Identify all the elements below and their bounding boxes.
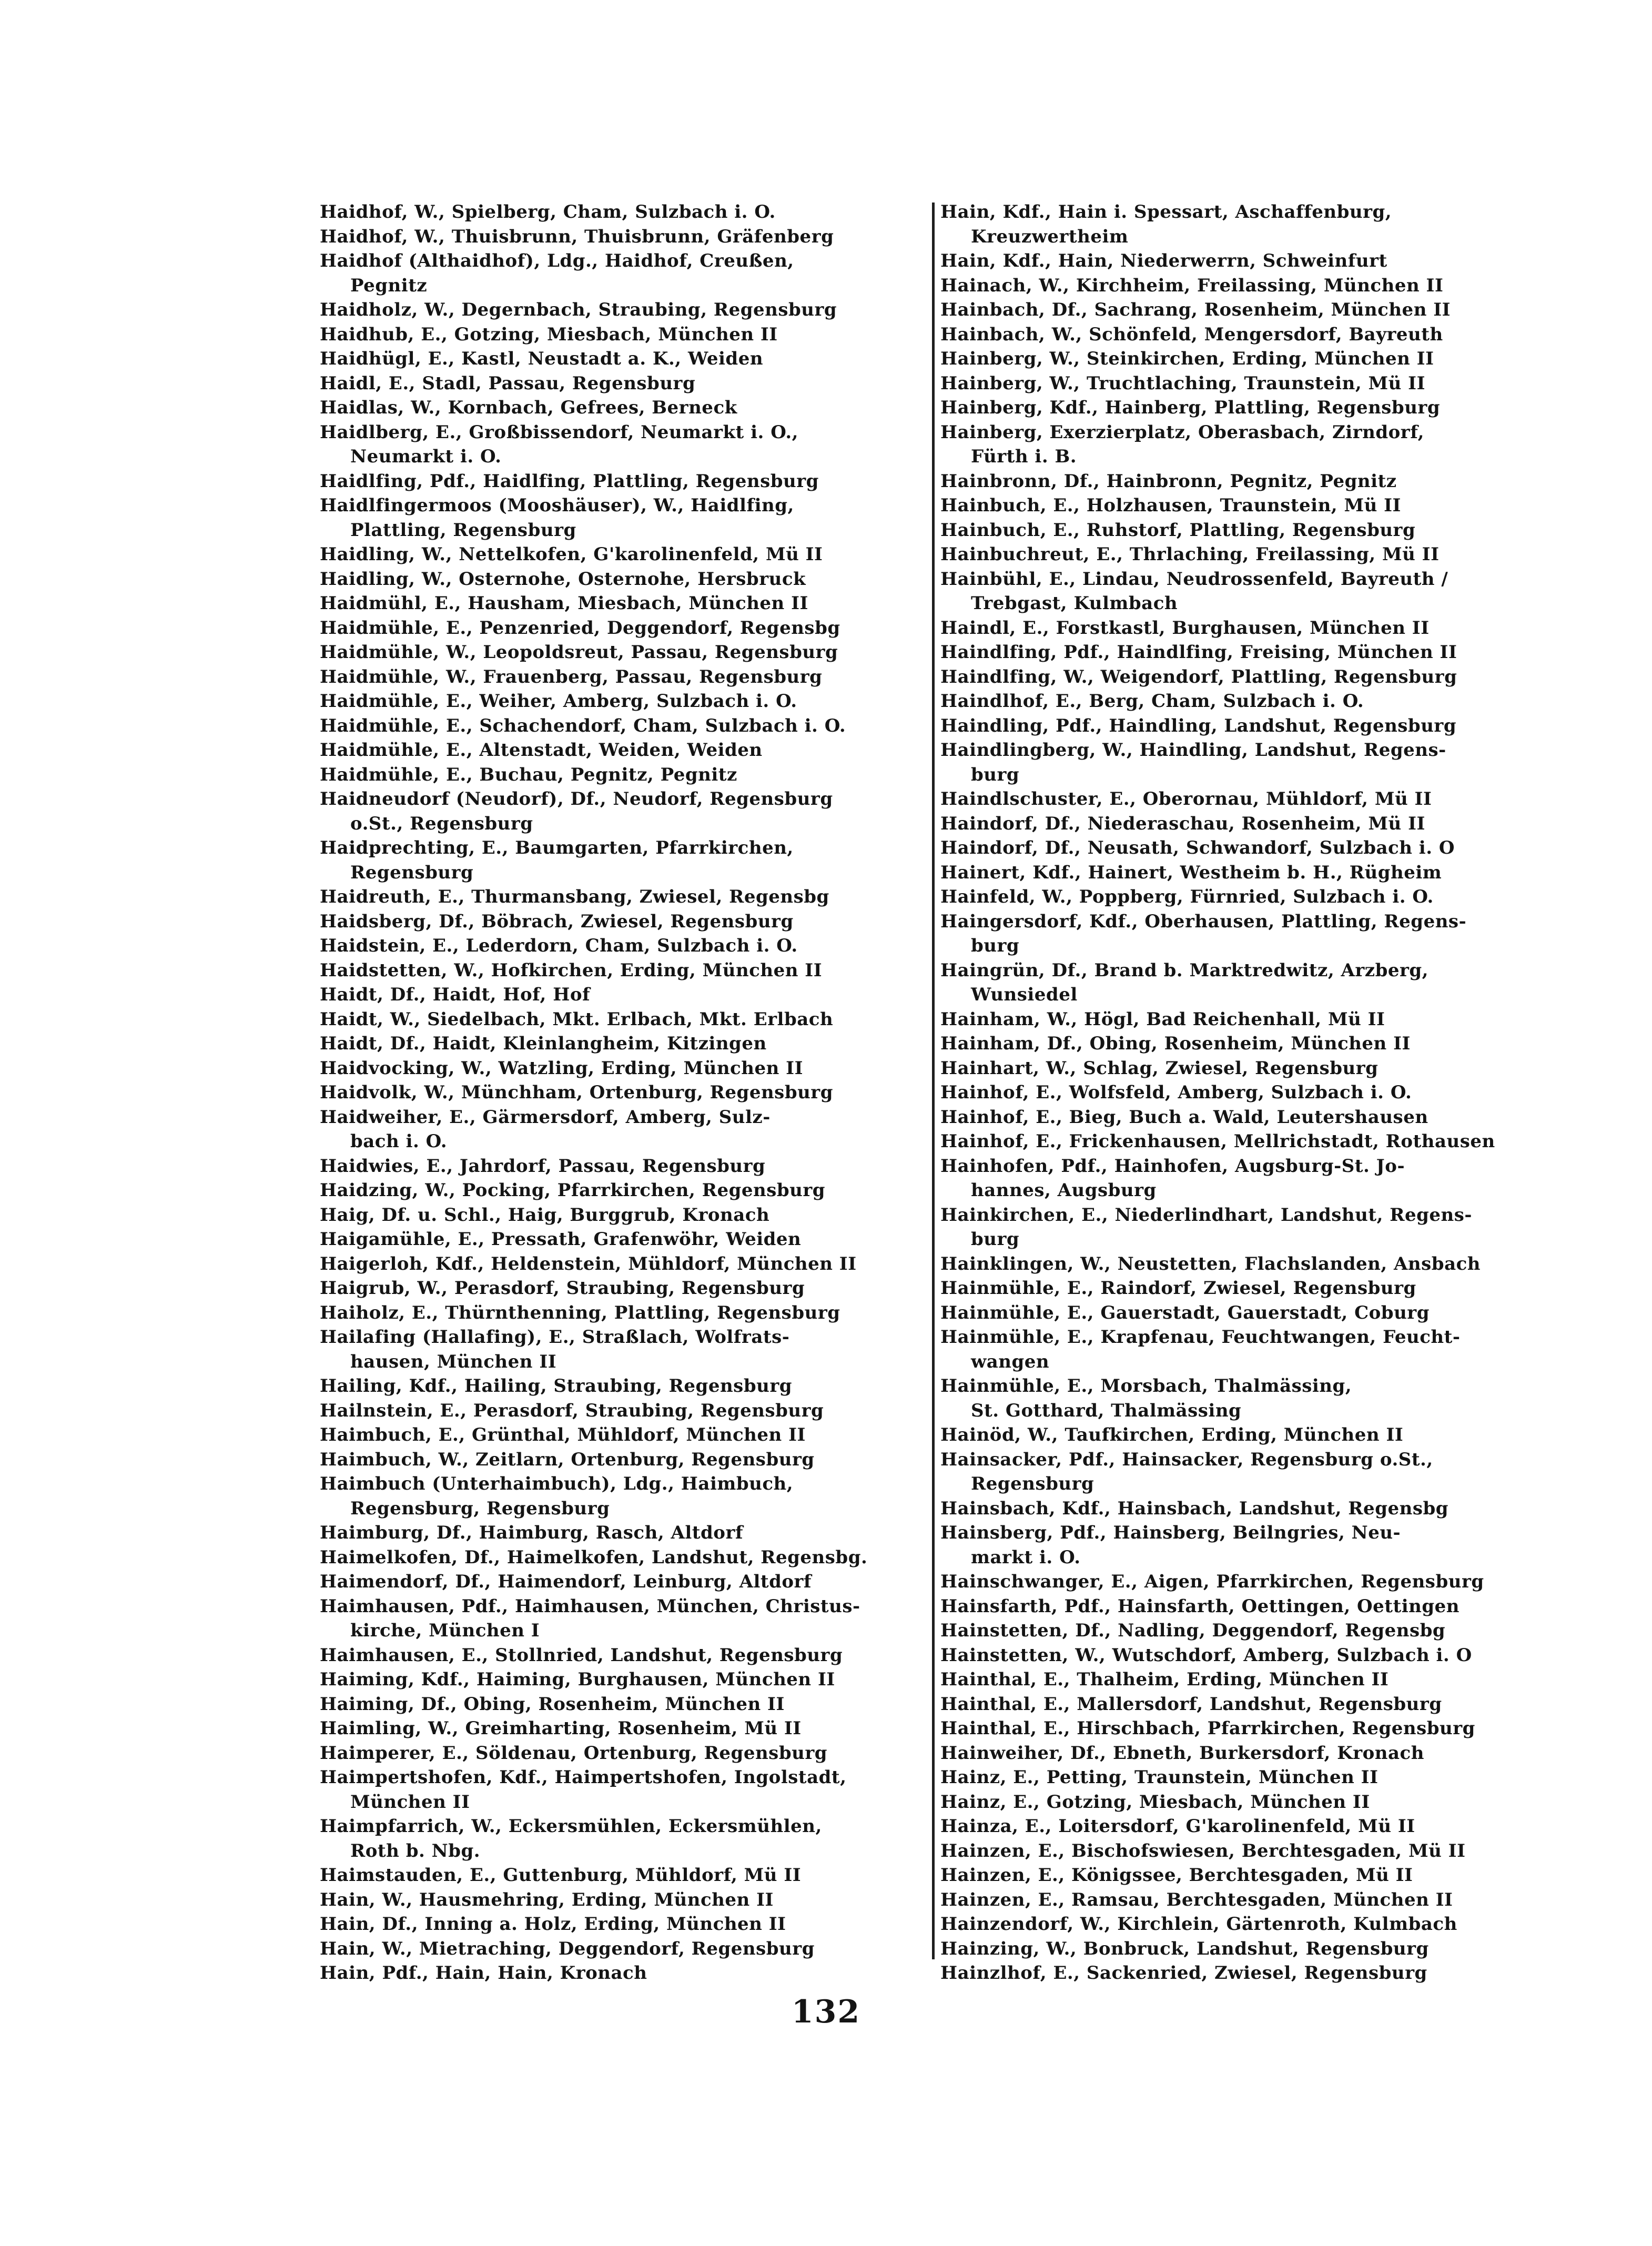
entry-continuation-line: Trebgast, Kulmbach <box>971 593 1178 614</box>
entry-line: Hainberg, Exerzierplatz, Oberasbach, Zirndorf, <box>940 421 1424 443</box>
entry-line: Hainthal, E., Hirschbach, Pfarrkirchen, Regensburg <box>940 1718 1475 1739</box>
entry-line: Haidt, Df., Haidt, Hof, Hof <box>320 984 591 1005</box>
entry-line: Haidhügl, E., Kastl, Neustadt a. K., Weiden <box>320 348 764 369</box>
entry-continuation-line: Wunsiedel <box>971 984 1078 1005</box>
entry-line: Haimpertshofen, Kdf., Haimpertshofen, Ingolstadt, <box>320 1767 847 1788</box>
entry-line: Haindorf, Df., Neusath, Schwandorf, Sulzbach i. O <box>940 837 1455 858</box>
entry-continuation-line: hausen, München II <box>350 1351 557 1372</box>
entry-continuation-line: kirche, München I <box>350 1620 540 1641</box>
entry-line: Hainmühle, E., Raindorf, Zwiesel, Regensburg <box>940 1278 1416 1299</box>
entry-line: Hainhofen, Pdf., Hainhofen, Augsburg-St. Jo- <box>940 1155 1405 1177</box>
entry-line: Haidmühle, E., Weiher, Amberg, Sulzbach i. O. <box>320 691 797 712</box>
entry-line: Haiming, Kdf., Haiming, Burghausen, München II <box>320 1669 835 1690</box>
page-number: 132 <box>791 1994 861 2030</box>
entry-line: Hainbuchreut, E., Thrlaching, Freilassing, Mü II <box>940 544 1440 565</box>
entry-continuation-line: Roth b. Nbg. <box>350 1840 481 1861</box>
entry-line: Hainmühle, E., Krapfenau, Feuchtwangen, Feucht- <box>940 1327 1461 1348</box>
entry-line: Hainzendorf, W., Kirchlein, Gärtenroth, Kulmbach <box>940 1914 1457 1935</box>
entry-line: Haidhof (Althaidhof), Ldg., Haidhof, Creußen, <box>320 250 794 271</box>
entry-line: Haimhausen, E., Stollnried, Landshut, Regensburg <box>320 1644 843 1666</box>
entry-line: Haidstetten, W., Hofkirchen, Erding, München II <box>320 959 823 981</box>
entry-line: Hainstetten, W., Wutschdorf, Amberg, Sulzbach i. O <box>940 1644 1472 1666</box>
entry-continuation-line: München II <box>350 1791 470 1813</box>
entry-line: Haidlfing, Pdf., Haidlfing, Plattling, Regensburg <box>320 470 819 492</box>
entry-line: Haidt, W., Siedelbach, Mkt. Erlbach, Mkt. Erlbach <box>320 1008 834 1030</box>
entry-line: Haidlas, W., Kornbach, Gefrees, Berneck <box>320 397 737 418</box>
entry-continuation-line: Regensburg <box>971 1473 1094 1494</box>
entry-line: Haidhof, W., Thuisbrunn, Thuisbrunn, Gräfenberg <box>320 226 834 247</box>
entry-line: Haigrub, W., Perasdorf, Straubing, Regensburg <box>320 1278 805 1299</box>
entry-line: Hainmühle, E., Gauerstadt, Gauerstadt, Coburg <box>940 1302 1430 1323</box>
entry-line: Hain, W., Hausmehring, Erding, München II <box>320 1889 774 1910</box>
entry-continuation-line: burg <box>971 764 1020 785</box>
entry-line: Haidt, Df., Haidt, Kleinlangheim, Kitzingen <box>320 1033 767 1054</box>
entry-line: Hainhof, E., Frickenhausen, Mellrichstadt, Rothausen <box>940 1131 1495 1152</box>
entry-line: Haimbuch (Unterhaimbuch), Ldg., Haimbuch, <box>320 1473 794 1494</box>
entry-line: Hainbach, Df., Sachrang, Rosenheim, München II <box>940 299 1451 320</box>
entry-line: Hainfeld, W., Poppberg, Fürnried, Sulzbach i. O. <box>940 886 1434 907</box>
entry-continuation-line: Plattling, Regensburg <box>350 519 576 541</box>
entry-continuation-line: Pegnitz <box>350 275 428 296</box>
entry-line: Haimperer, E., Söldenau, Ortenburg, Regensburg <box>320 1742 828 1764</box>
entry-line: Hainschwanger, E., Aigen, Pfarrkirchen, Regensburg <box>940 1571 1484 1592</box>
entry-line: Hainach, W., Kirchheim, Freilassing, München II <box>940 275 1444 296</box>
entry-line: Haimstauden, E., Guttenburg, Mühldorf, Mü II <box>320 1865 802 1886</box>
entry-line: Hainweiher, Df., Ebneth, Burkersdorf, Kronach <box>940 1742 1424 1764</box>
entry-line: Haidmühle, E., Buchau, Pegnitz, Pegnitz <box>320 764 737 785</box>
entry-line: Hainhof, E., Wolfsfeld, Amberg, Sulzbach i. O. <box>940 1082 1412 1103</box>
entry-line: Hainklingen, W., Neustetten, Flachslanden, Ansbach <box>940 1253 1481 1274</box>
entry-line: Hailafing (Hallafing), E., Straßlach, Wolfrats- <box>320 1327 790 1348</box>
entry-line: Hain, Df., Inning a. Holz, Erding, München II <box>320 1914 786 1935</box>
entry-line: Haidvolk, W., Münchham, Ortenburg, Regensburg <box>320 1082 833 1103</box>
entry-line: Hainthal, E., Thalheim, Erding, München II <box>940 1669 1389 1690</box>
entry-line: Haidmühle, E., Schachendorf, Cham, Sulzbach i. O. <box>320 715 846 736</box>
entry-line: Hainbuch, E., Holzhausen, Traunstein, Mü II <box>940 495 1401 516</box>
entry-continuation-line: burg <box>971 1229 1020 1250</box>
entry-line: Hainberg, W., Steinkirchen, Erding, München II <box>940 348 1434 369</box>
entry-line: Hainbach, W., Schönfeld, Mengersdorf, Bayreuth <box>940 323 1443 345</box>
entry-continuation-line: Fürth i. B. <box>971 446 1077 467</box>
entry-line: Hainsberg, Pdf., Hainsberg, Beilngries, Neu- <box>940 1522 1401 1543</box>
entry-line: Haidsberg, Df., Böbrach, Zwiesel, Regensburg <box>320 910 794 932</box>
entry-line: Hainzen, E., Königssee, Berchtesgaden, Mü II <box>940 1865 1413 1886</box>
entry-line: Hailnstein, E., Perasdorf, Straubing, Regensburg <box>320 1400 824 1421</box>
entry-line: Hainkirchen, E., Niederlindhart, Landshut, Regens- <box>940 1204 1473 1226</box>
entry-line: Hainham, Df., Obing, Rosenheim, München II <box>940 1033 1411 1054</box>
entry-line: Haidneudorf (Neudorf), Df., Neudorf, Regensburg <box>320 788 833 810</box>
column-divider <box>932 203 935 1959</box>
entry-line: Haidling, W., Osternohe, Osternohe, Hersbruck <box>320 568 806 590</box>
entry-line: Haingrün, Df., Brand b. Marktredwitz, Arzberg, <box>940 959 1429 981</box>
entry-line: Haidzing, W., Pocking, Pfarrkirchen, Regensburg <box>320 1180 826 1201</box>
entry-line: Haindling, Pdf., Haindling, Landshut, Regensburg <box>940 715 1457 736</box>
entry-line: Haindlingberg, W., Haindling, Landshut, Regens- <box>940 740 1446 761</box>
entry-line: Haimbuch, W., Zeitlarn, Ortenburg, Regensburg <box>320 1449 815 1470</box>
entry-line: Hainthal, E., Mallersdorf, Landshut, Regensburg <box>940 1693 1442 1715</box>
entry-continuation-line: Regensburg <box>350 862 474 883</box>
entry-line: Hain, W., Mietraching, Deggendorf, Regensburg <box>320 1938 815 1959</box>
entry-line: Haidprechting, E., Baumgarten, Pfarrkirchen, <box>320 837 794 858</box>
entry-line: Hainzlhof, E., Sackenried, Zwiesel, Regensburg <box>940 1962 1427 1984</box>
entry-line: Hainstetten, Df., Nadling, Deggendorf, Regensbg <box>940 1620 1446 1641</box>
entry-line: Haidvocking, W., Watzling, Erding, München II <box>320 1057 803 1079</box>
entry-line: Hainham, W., Högl, Bad Reichenhall, Mü II <box>940 1008 1385 1030</box>
entry-line: Haigerloh, Kdf., Heldenstein, Mühldorf, München II <box>320 1253 857 1274</box>
entry-line: Haindlhof, E., Berg, Cham, Sulzbach i. O. <box>940 691 1364 712</box>
entry-line: Haidhof, W., Spielberg, Cham, Sulzbach i. O. <box>320 201 776 222</box>
entry-line: Haidmühle, W., Leopoldsreut, Passau, Regensburg <box>320 642 838 663</box>
entry-line: Haimburg, Df., Haimburg, Rasch, Altdorf <box>320 1522 744 1543</box>
entry-line: Hainzing, W., Bonbruck, Landshut, Regensburg <box>940 1938 1429 1959</box>
entry-line: Haiming, Df., Obing, Rosenheim, München II <box>320 1693 785 1715</box>
entry-line: Haindorf, Df., Niederaschau, Rosenheim, Mü II <box>940 813 1425 834</box>
entry-line: Haimling, W., Greimharting, Rosenheim, Mü II <box>320 1718 802 1739</box>
entry-line: Haidweiher, E., Gärmersdorf, Amberg, Sulz- <box>320 1106 771 1128</box>
entry-line: Hailing, Kdf., Hailing, Straubing, Regensburg <box>320 1375 792 1397</box>
entry-line: Haidmühle, E., Altenstadt, Weiden, Weiden <box>320 740 763 761</box>
entry-line: Haiholz, E., Thürnthenning, Plattling, Regensburg <box>320 1302 840 1323</box>
entry-line: Hainöd, W., Taufkirchen, Erding, München II <box>940 1424 1404 1445</box>
entry-line: Hainberg, W., Truchtlaching, Traunstein, Mü II <box>940 372 1425 394</box>
entry-continuation-line: bach i. O. <box>350 1131 448 1152</box>
entry-line: Haindlschuster, E., Oberornau, Mühldorf, Mü II <box>940 788 1432 810</box>
entry-line: Haingersdorf, Kdf., Oberhausen, Plattling, Regens- <box>940 910 1467 932</box>
left-column <box>320 200 914 1986</box>
entry-line: Haidmühle, W., Frauenberg, Passau, Regensburg <box>320 666 823 687</box>
entry-line: Hain, Kdf., Hain i. Spessart, Aschaffenburg, <box>940 201 1392 222</box>
entry-line: Hainhart, W., Schlag, Zwiesel, Regensburg <box>940 1057 1379 1079</box>
entry-continuation-line: markt i. O. <box>971 1546 1081 1568</box>
entry-line: Haindl, E., Forstkastl, Burghausen, München II <box>940 617 1430 639</box>
entry-continuation-line: St. Gotthard, Thalmässing <box>971 1400 1242 1421</box>
entry-line: Haidmühle, E., Penzenried, Deggendorf, Regensbg <box>320 617 840 639</box>
entry-line: Hainz, E., Petting, Traunstein, München II <box>940 1767 1379 1788</box>
entry-line: Hainhof, E., Bieg, Buch a. Wald, Leutershausen <box>940 1106 1428 1128</box>
entry-line: Haidreuth, E., Thurmansbang, Zwiesel, Regensbg <box>320 886 829 907</box>
entry-continuation-line: wangen <box>971 1351 1050 1372</box>
entry-line: Hainzen, E., Bischofswiesen, Berchtesgaden, Mü II <box>940 1840 1466 1861</box>
entry-line: Hain, Kdf., Hain, Niederwerrn, Schweinfurt <box>940 250 1387 271</box>
entry-line: Haidlberg, E., Großbissendorf, Neumarkt i. O., <box>320 421 798 443</box>
entry-continuation-line: o.St., Regensburg <box>350 813 533 834</box>
entry-line: Haimelkofen, Df., Haimelkofen, Landshut, Regensbg. <box>320 1546 868 1568</box>
entry-line: Haimhausen, Pdf., Haimhausen, München, Christus- <box>320 1595 860 1617</box>
entry-line: Haig, Df. u. Schl., Haig, Burggrub, Kronach <box>320 1204 770 1226</box>
entry-line: Haidling, W., Nettelkofen, G'karolinenfeld, Mü II <box>320 544 823 565</box>
entry-line: Haimpfarrich, W., Eckersmühlen, Eckersmühlen, <box>320 1816 822 1837</box>
entry-line: Haidwies, E., Jahrdorf, Passau, Regensburg <box>320 1155 766 1177</box>
entry-continuation-line: Neumarkt i. O. <box>350 446 502 467</box>
entry-line: Haidhub, E., Gotzing, Miesbach, München II <box>320 323 778 345</box>
entry-continuation-line: burg <box>971 935 1020 956</box>
entry-line: Haimbuch, E., Grünthal, Mühldorf, München II <box>320 1424 806 1445</box>
entry-line: Hainz, E., Gotzing, Miesbach, München II <box>940 1791 1370 1813</box>
entry-line: Hain, Pdf., Hain, Hain, Kronach <box>320 1962 647 1984</box>
entry-continuation-line: Kreuzwertheim <box>971 226 1129 247</box>
entry-line: Hainert, Kdf., Hainert, Westheim b. H., Rügheim <box>940 862 1442 883</box>
right-column <box>940 200 1535 1986</box>
entry-line: Haidholz, W., Degernbach, Straubing, Regensburg <box>320 299 837 320</box>
entry-line: Hainzen, E., Ramsau, Berchtesgaden, München II <box>940 1889 1453 1910</box>
entry-line: Haidlfingermoos (Mooshäuser), W., Haidlfing, <box>320 495 794 516</box>
entry-line: Hainbronn, Df., Hainbronn, Pegnitz, Pegnitz <box>940 470 1397 492</box>
entry-line: Haidl, E., Stadl, Passau, Regensburg <box>320 372 696 394</box>
entry-line: Haimendorf, Df., Haimendorf, Leinburg, Altdorf <box>320 1571 812 1592</box>
entry-line: Hainmühle, E., Morsbach, Thalmässing, <box>940 1375 1352 1397</box>
entry-line: Haigamühle, E., Pressath, Grafenwöhr, Weiden <box>320 1229 802 1250</box>
entry-line: Haidmühl, E., Hausham, Miesbach, München II <box>320 593 808 614</box>
entry-line: Hainberg, Kdf., Hainberg, Plattling, Regensburg <box>940 397 1441 418</box>
entry-line: Haindlfing, W., Weigendorf, Plattling, Regensburg <box>940 666 1457 687</box>
entry-line: Hainza, E., Loitersdorf, G'karolinenfeld, Mü II <box>940 1816 1415 1837</box>
entry-line: Hainsbach, Kdf., Hainsbach, Landshut, Regensbg <box>940 1498 1449 1519</box>
entry-continuation-line: hannes, Augsburg <box>971 1180 1157 1201</box>
entry-line: Hainbuch, E., Ruhstorf, Plattling, Regensburg <box>940 519 1416 541</box>
entry-line: Haidstein, E., Lederdorn, Cham, Sulzbach i. O. <box>320 935 798 956</box>
entry-line: Hainbühl, E., Lindau, Neudrossenfeld, Bayreuth / <box>940 568 1448 590</box>
entry-line: Hainsfarth, Pdf., Hainsfarth, Oettingen, Oettingen <box>940 1595 1460 1617</box>
entry-line: Hainsacker, Pdf., Hainsacker, Regensburg o.St., <box>940 1449 1433 1470</box>
entry-line: Haindlfing, Pdf., Haindlfing, Freising, München II <box>940 642 1457 663</box>
entry-continuation-line: Regensburg, Regensburg <box>350 1498 610 1519</box>
